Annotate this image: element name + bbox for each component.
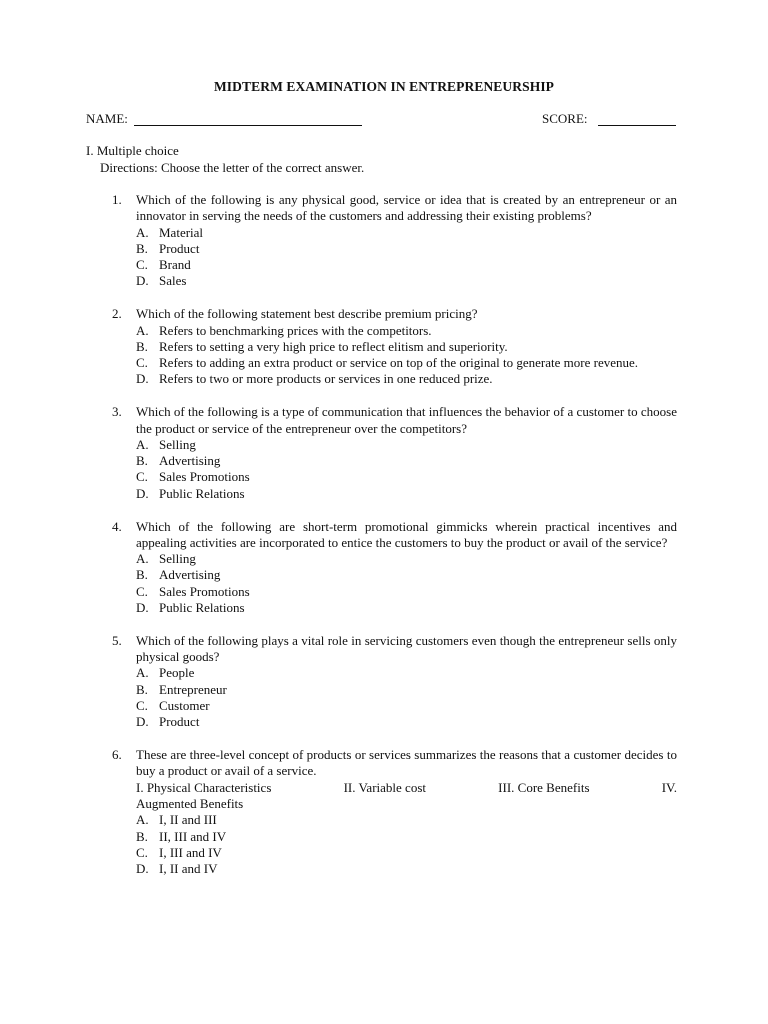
- choice-text: Refers to two or more products or services in one reduced prize.: [159, 371, 493, 387]
- name-blank-line[interactable]: [134, 125, 362, 126]
- choice-letter: B.: [136, 240, 148, 256]
- choice-text: I, III and IV: [159, 844, 222, 860]
- choice-text: Entrepreneur: [159, 681, 227, 697]
- choice-letter: B.: [136, 567, 148, 583]
- question-text: Which of the following plays a vital role in servicing customers even though the entrepreneur sells only physical goods?: [136, 632, 677, 665]
- answer-choice[interactable]: [136, 339, 677, 355]
- question-text: Which of the following is any physical good, service or idea that is created by an entrepreneur or an innovator in serving the needs of the customers and addressing their existing problems?: [136, 192, 677, 224]
- choice-letter: D.: [136, 485, 149, 501]
- score-blank-line[interactable]: [598, 125, 676, 126]
- choice-text: Brand: [159, 257, 191, 273]
- choice-text: Customer: [159, 698, 210, 714]
- choice-text: Public Relations: [159, 600, 245, 616]
- choice-text: Sales Promotions: [159, 583, 250, 599]
- choice-text: People: [159, 665, 195, 681]
- choice-text: I, II and III: [159, 812, 217, 828]
- choice-text: Refers to adding an extra product or service on top of the original to generate more revenue.: [159, 355, 639, 371]
- name-label: NAME:: [86, 111, 128, 126]
- question-number: 2.: [112, 306, 122, 322]
- choice-list: [136, 812, 677, 877]
- answer-choice[interactable]: [136, 829, 677, 845]
- question-text: Which of the following statement best describe premium pricing?: [136, 306, 478, 322]
- choice-letter: B.: [136, 828, 148, 844]
- question-number: 4.: [112, 518, 122, 534]
- roman-options-row: [136, 780, 677, 796]
- choice-list: [136, 225, 677, 290]
- roman-option: III. Core Benefits: [498, 779, 590, 795]
- question-text: These are three-level concept of products or services summarizes the reasons that a customer decides to buy a product or avail of a service.: [136, 747, 677, 779]
- choice-letter: C.: [136, 257, 148, 273]
- exam-title: MIDTERM EXAMINATION IN ENTREPRENEURSHIP: [213, 79, 555, 94]
- choice-letter: A.: [136, 322, 149, 338]
- answer-choice[interactable]: [136, 600, 677, 616]
- choice-text: II, III and IV: [159, 828, 227, 844]
- answer-choice[interactable]: [136, 551, 677, 567]
- choice-letter: A.: [136, 812, 149, 828]
- choice-letter: D.: [136, 714, 149, 730]
- choice-list: [136, 437, 677, 502]
- question-item: [112, 306, 677, 387]
- answer-choice[interactable]: [136, 453, 677, 469]
- answer-choice[interactable]: [136, 845, 677, 861]
- answer-choice[interactable]: [136, 714, 677, 730]
- choice-letter: C.: [136, 583, 148, 599]
- choice-text: Sales: [159, 273, 187, 289]
- choice-text: Advertising: [159, 567, 221, 583]
- answer-choice[interactable]: [136, 469, 677, 485]
- choice-letter: B.: [136, 681, 148, 697]
- choice-text: Selling: [159, 551, 196, 567]
- answer-choice[interactable]: [136, 273, 677, 289]
- roman-option-continuation: Augmented Benefits: [136, 796, 244, 811]
- choice-text: Material: [159, 224, 204, 240]
- choice-letter: C.: [136, 844, 148, 860]
- answer-choice[interactable]: [136, 241, 677, 257]
- question-item: [112, 747, 677, 877]
- choice-list: [136, 551, 677, 616]
- answer-choice[interactable]: [136, 682, 677, 698]
- question-list: [112, 192, 677, 894]
- roman-option: I. Physical Characteristics: [136, 779, 272, 795]
- choice-letter: C.: [136, 355, 148, 371]
- choice-letter: C.: [136, 698, 148, 714]
- answer-choice[interactable]: [136, 812, 677, 828]
- choice-letter: A.: [136, 551, 149, 567]
- question-text: Which of the following is a type of communication that influences the behavior of a customer to choose the product or service of the entrepreneur over the competitors?: [136, 404, 677, 436]
- answer-choice[interactable]: [136, 665, 677, 681]
- choice-text: Public Relations: [159, 485, 245, 501]
- answer-choice[interactable]: [136, 437, 677, 453]
- question-item: [112, 633, 677, 731]
- question-item: [112, 404, 677, 502]
- answer-choice[interactable]: [136, 225, 677, 241]
- choice-letter: D.: [136, 371, 149, 387]
- choice-list: [136, 665, 677, 730]
- choice-text: Sales Promotions: [159, 469, 250, 485]
- choice-letter: A.: [136, 436, 149, 452]
- question-number: 6.: [112, 747, 122, 763]
- choice-text: Refers to benchmarking prices with the competitors.: [159, 322, 432, 338]
- roman-option: IV.: [661, 779, 677, 795]
- choice-letter: A.: [136, 665, 149, 681]
- question-item: [112, 192, 677, 290]
- choice-letter: D.: [136, 861, 149, 877]
- answer-choice[interactable]: [136, 584, 677, 600]
- choice-letter: B.: [136, 453, 148, 469]
- choice-text: Refers to setting a very high price to reflect elitism and superiority.: [159, 338, 508, 354]
- choice-letter: C.: [136, 469, 148, 485]
- section-heading: I. Multiple choice: [86, 143, 179, 158]
- question-number: 3.: [112, 404, 122, 420]
- answer-choice[interactable]: [136, 698, 677, 714]
- choice-letter: A.: [136, 224, 149, 240]
- choice-text: Advertising: [159, 453, 221, 469]
- question-number: 5.: [112, 632, 122, 648]
- answer-choice[interactable]: [136, 567, 677, 583]
- choice-letter: B.: [136, 338, 148, 354]
- answer-choice[interactable]: [136, 861, 677, 877]
- answer-choice[interactable]: [136, 257, 677, 273]
- choice-text: Product: [159, 240, 200, 256]
- question-item: [112, 519, 677, 617]
- roman-option: II. Variable cost: [343, 779, 426, 795]
- question-text: Which of the following are short-term promotional gimmicks wherein practical incentives and appealing activities are incorporated to entice the customers to buy the product or avail of the service?: [136, 518, 677, 550]
- answer-choice[interactable]: [136, 323, 677, 339]
- choice-letter: D.: [136, 273, 149, 289]
- score-label: SCORE:: [542, 111, 588, 126]
- choice-text: Product: [159, 714, 200, 730]
- choice-list: [136, 323, 677, 388]
- header-fields: [86, 111, 676, 129]
- section-directions: Directions: Choose the letter of the correct answer.: [100, 160, 365, 175]
- question-number: 1.: [112, 192, 122, 207]
- choice-text: Selling: [159, 436, 196, 452]
- answer-choice[interactable]: [136, 355, 677, 371]
- answer-choice[interactable]: [136, 371, 677, 387]
- choice-text: I, II and IV: [159, 861, 218, 877]
- choice-letter: D.: [136, 600, 149, 616]
- answer-choice[interactable]: [136, 486, 677, 502]
